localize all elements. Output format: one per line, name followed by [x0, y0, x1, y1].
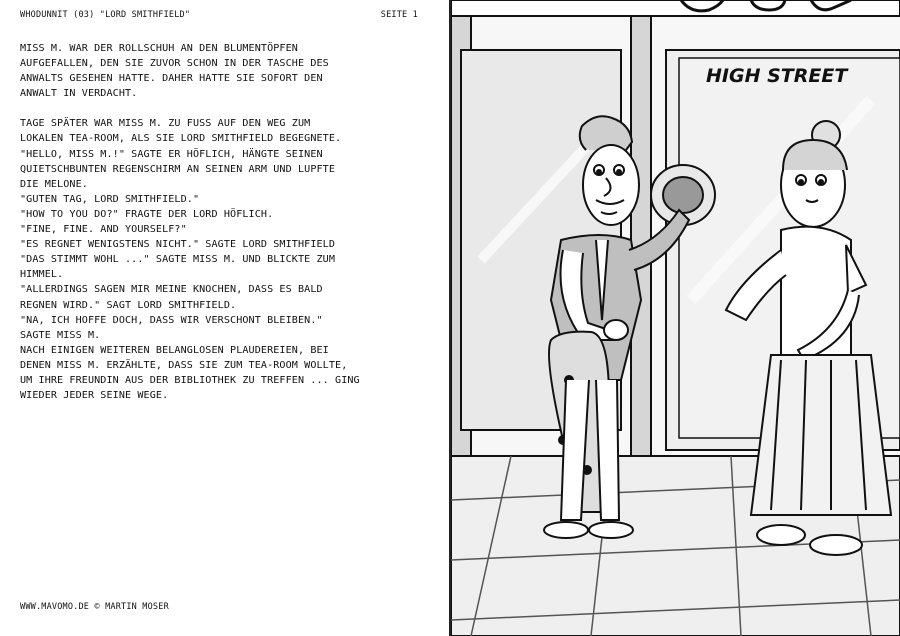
text-line: ANWALT IN VERDACHT.: [20, 88, 138, 100]
text-line: "FINE, FINE. AND YOURSELF?": [20, 224, 187, 236]
text-line: DIE MELONE.: [20, 178, 88, 190]
text-line: ANWALTS GESEHEN HATTE. DAHER HATTE SIE SOFORT DEN: [20, 73, 323, 85]
footer-credit: WWW.MAVOMO.DE © MARTIN MOSER: [20, 602, 169, 612]
text-line: "HELLO, MISS M.!" SAGTE ER HÖFLICH, HÄNGTE SEINEN: [20, 148, 323, 160]
text-line: QUIETSCHBUNTEN REGENSCHIRM AN SEINEN ARM UND LUPFTE: [20, 163, 336, 175]
street-sign-text: HIGH STREET: [706, 65, 848, 87]
text-line: MISS M. WAR DER ROLLSCHUH AN DEN BLUMENTÖPFEN: [20, 43, 298, 54]
comic-illustration: [451, 0, 900, 636]
text-line: NACH EINIGEN WEITEREN BELANGLOSEN PLAUDEREIEN, BEI: [20, 344, 329, 356]
text-line: "NA, ICH HOFFE DOCH, DASS WIR VERSCHONT BLEIBEN.": [20, 314, 323, 326]
comic-drawing: [451, 0, 900, 636]
page-header: [20, 10, 418, 20]
text-line: "ES REGNET WENIGSTENS NICHT." SAGTE LORD SMITHFIELD: [20, 239, 336, 251]
text-line: DENEN MISS M. ERZÄHLTE, DASS SIE ZUM TEA-ROOM WOLLTE,: [20, 359, 348, 371]
text-line: LOKALEN TEA-ROOM, ALS SIE LORD SMITHFIELD BEGEGNETE.: [20, 133, 342, 145]
text-line: WIEDER JEDER SEINE WEGE.: [20, 390, 169, 402]
text-line: "DAS STIMMT WOHL ..." SAGTE MISS M. UND BLICKTE ZUM: [20, 254, 336, 266]
text-line: REGNEN WIRD." SAGT LORD SMITHFIELD.: [20, 299, 237, 311]
text-line: TAGE SPÄTER WAR MISS M. ZU FUSS AUF DEN WEG ZUM: [20, 118, 311, 130]
text-line: "GUTEN TAG, LORD SMITHFIELD.": [20, 193, 200, 205]
text-line: UM IHRE FREUNDIN AUS DER BIBLIOTHEK ZU TREFFEN ... GING: [20, 374, 360, 386]
text-line: SAGTE MISS M.: [20, 329, 101, 341]
story-text: [20, 41, 420, 403]
text-line: "HOW TO YOU DO?" FRAGTE DER LORD HÖFLICH.: [20, 208, 274, 220]
text-line: HIMMEL.: [20, 269, 64, 281]
text-line: AUFGEFALLEN, DEN SIE ZUVOR SCHON IN DER TASCHE DES: [20, 58, 329, 70]
paragraph-gap: [20, 101, 420, 116]
document-title: WHODUNNIT (03) "LORD SMITHFIELD": [20, 10, 191, 20]
page-number: SEITE 1: [380, 10, 418, 20]
text-line: "ALLERDINGS SAGEN MIR MEINE KNOCHEN, DASS ES BALD: [20, 284, 323, 296]
